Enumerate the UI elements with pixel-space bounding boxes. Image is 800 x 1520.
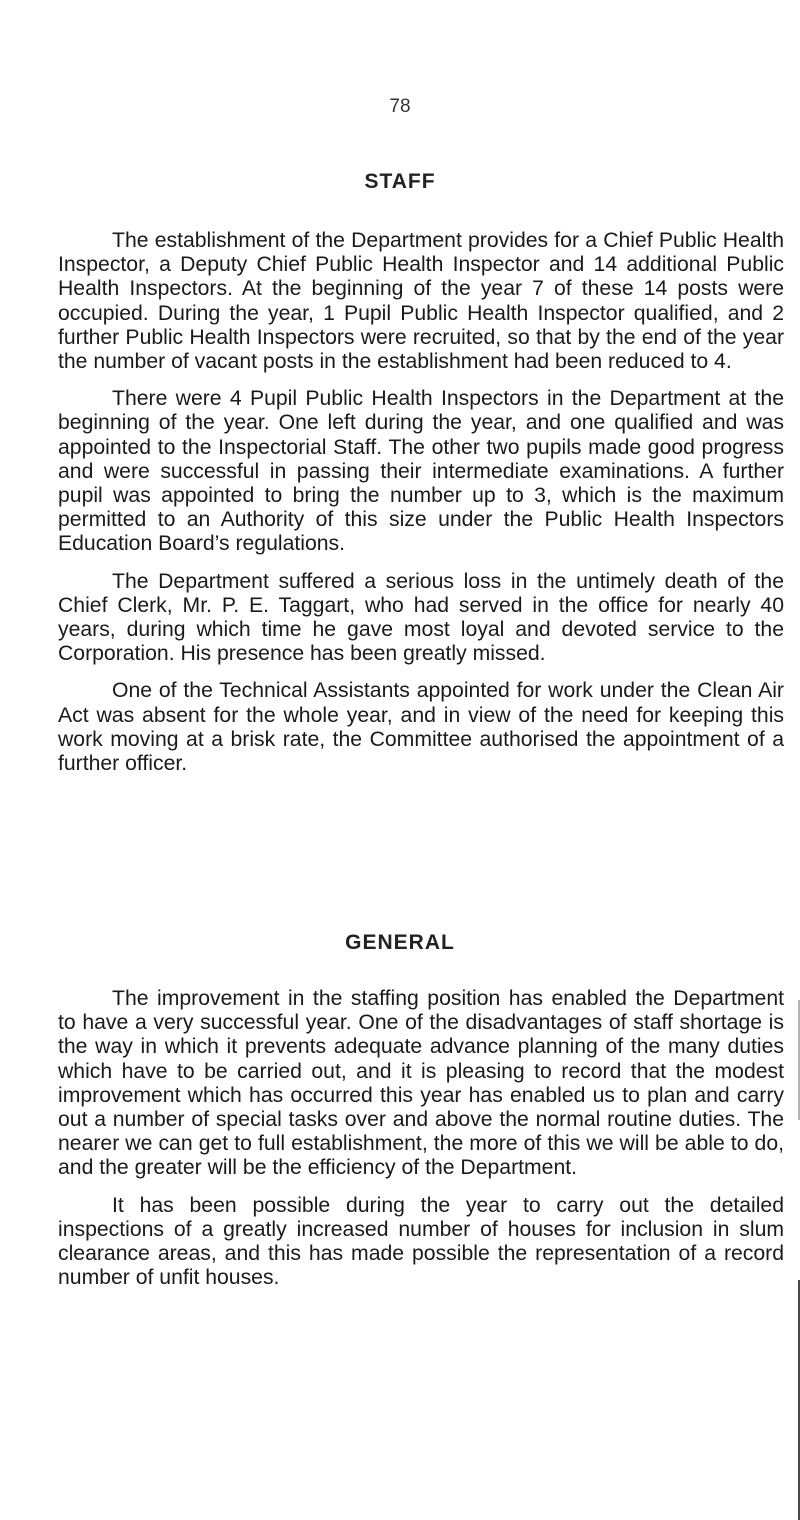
general-paragraph: The improvement in the staffing position has enabled the Department to have a very successful year. One of the disadvantages of staff shortage is the way in which it prevents adequate advance planning of the many duties which have to be carried out, and it is pleasing to record that the modest improvement which has occurred this year has enabled us to plan and carry out a number of special tasks over and above the normal routine duties. The nearer we can get to full establishment, the more of this we will be able to do, and the greater will be the efficiency of the Department. [58, 987, 784, 1180]
general-heading: GENERAL [345, 931, 455, 954]
staff-paragraph: The establishment of the Department provides for a Chief Public Health Inspector, a Deputy Chief Public Health Inspector and 14 additional Public Health Inspectors. At the beginning of the year 7 of these 14 posts were occupied. During the year, 1 Pupil Public Health Inspector qualified, and 2 further Public Health Inspectors were recruited, so that by the end of the year the number of vacant posts in the establishment had been reduced to 4. [58, 229, 784, 374]
page-number: 78 [389, 96, 411, 117]
staff-heading: STAFF [364, 170, 436, 193]
staff-paragraph: One of the Technical Assistants appointed for work under the Clean Air Act was absent for the whole year, and in view of the need for keeping this work moving at a brisk rate, the Committee authorised the appointment of a further officer. [58, 679, 784, 776]
staff-paragraph: The Department suffered a serious loss in the untimely death of the Chief Clerk, Mr. P. E. Taggart, who had served in the office for nearly 40 years, during which time he gave most loyal and devoted service to the Corporation. His presence has been greatly missed. [58, 569, 784, 666]
general-section-body [58, 987, 784, 1303]
staff-paragraph: There were 4 Pupil Public Health Inspectors in the Department at the beginning of the year. One left during the year, and one qualified and was appointed to the Inspectorial Staff. The other two pupils made good progress and were successful in passing their intermediate examinations. A further pupil was appointed to bring the number up to 3, which is the maximum permitted to an Authority of this size under the Public Health Inspectors Education Board’s regulations. [58, 387, 784, 556]
general-paragraph: It has been possible during the year to carry out the detailed inspections of a greatly increased number of houses for inclusion in slum clearance areas, and this has made possible the representation of a record number of unfit houses. [58, 1193, 784, 1290]
staff-section-body [58, 229, 784, 789]
